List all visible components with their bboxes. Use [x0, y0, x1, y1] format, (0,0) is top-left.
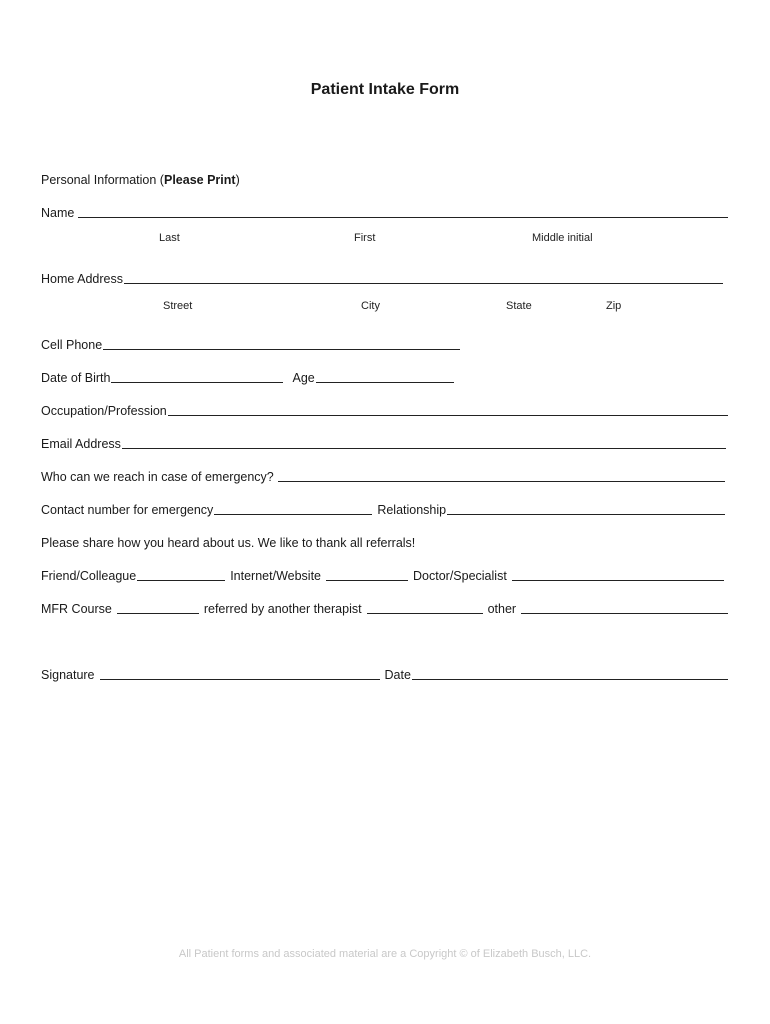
age-field[interactable]	[316, 370, 454, 383]
emergency-number-field[interactable]	[214, 502, 372, 515]
mfr-field[interactable]	[117, 601, 199, 614]
cell-phone-row	[41, 337, 461, 353]
addr-city-caption: City	[361, 300, 380, 312]
signature-field[interactable]	[100, 667, 380, 680]
occupation-field[interactable]	[168, 403, 728, 416]
dob-label: Date of Birth	[41, 371, 111, 385]
cell-phone-field[interactable]	[103, 337, 460, 350]
referral-source-row-2	[41, 601, 729, 617]
mfr-label: MFR Course	[41, 602, 112, 616]
section-bold: Please Print	[163, 173, 236, 187]
emergency-field[interactable]	[278, 469, 725, 482]
page-title: Patient Intake Form	[310, 81, 460, 98]
addr-zip-caption: Zip	[606, 300, 622, 312]
signature-row	[41, 667, 729, 683]
name-field[interactable]	[78, 205, 728, 218]
email-row	[41, 436, 727, 452]
other-field[interactable]	[521, 601, 728, 614]
doctor-label: Doctor/Specialist	[413, 569, 507, 583]
name-middle-caption: Middle initial	[532, 232, 593, 244]
section-heading	[41, 172, 729, 188]
name-first-caption: First	[354, 232, 376, 244]
home-address-field[interactable]	[124, 271, 723, 284]
cell-phone-label: Cell Phone	[41, 338, 103, 352]
therapist-field[interactable]	[367, 601, 483, 614]
addr-state-caption: State	[506, 300, 532, 312]
name-row	[41, 205, 729, 221]
internet-label: Internet/Website	[230, 569, 321, 583]
name-last-caption: Last	[159, 232, 180, 244]
emergency-number-label: Contact number for emergency	[41, 503, 214, 517]
relationship-field[interactable]	[447, 502, 725, 515]
home-address-label: Home Address	[41, 272, 123, 286]
emergency-row	[41, 469, 726, 485]
home-address-row	[41, 271, 724, 287]
occupation-label: Occupation/Profession	[41, 404, 167, 418]
referral-note-row	[41, 535, 729, 551]
referral-source-row-1	[41, 568, 725, 584]
age-label: Age	[292, 371, 315, 385]
date-field[interactable]	[412, 667, 728, 680]
other-label: other	[487, 602, 517, 616]
emergency-label: Who can we reach in case of emergency?	[41, 470, 274, 484]
doctor-field[interactable]	[512, 568, 724, 581]
addr-street-caption: Street	[163, 300, 193, 312]
email-label: Email Address	[41, 437, 121, 451]
section-suffix: )	[235, 173, 240, 187]
occupation-row	[41, 403, 729, 419]
therapist-label: referred by another therapist	[203, 602, 362, 616]
relationship-label: Relationship	[377, 503, 447, 517]
signature-label: Signature	[41, 668, 95, 682]
dob-age-row	[41, 370, 455, 386]
email-field[interactable]	[122, 436, 726, 449]
friend-field[interactable]	[137, 568, 225, 581]
referral-note: Please share how you heard about us. We like to thank all referrals!	[41, 536, 416, 550]
date-label: Date	[384, 668, 411, 682]
dob-field[interactable]	[111, 370, 283, 383]
copyright-footer: All Patient forms and associated material are a Copyright © of Elizabeth Busch, LLC.	[178, 948, 592, 960]
friend-label: Friend/Colleague	[41, 569, 137, 583]
internet-field[interactable]	[326, 568, 408, 581]
name-label: Name	[41, 206, 75, 220]
emergency-number-row	[41, 502, 726, 518]
section-prefix: Personal Information (	[41, 173, 164, 187]
